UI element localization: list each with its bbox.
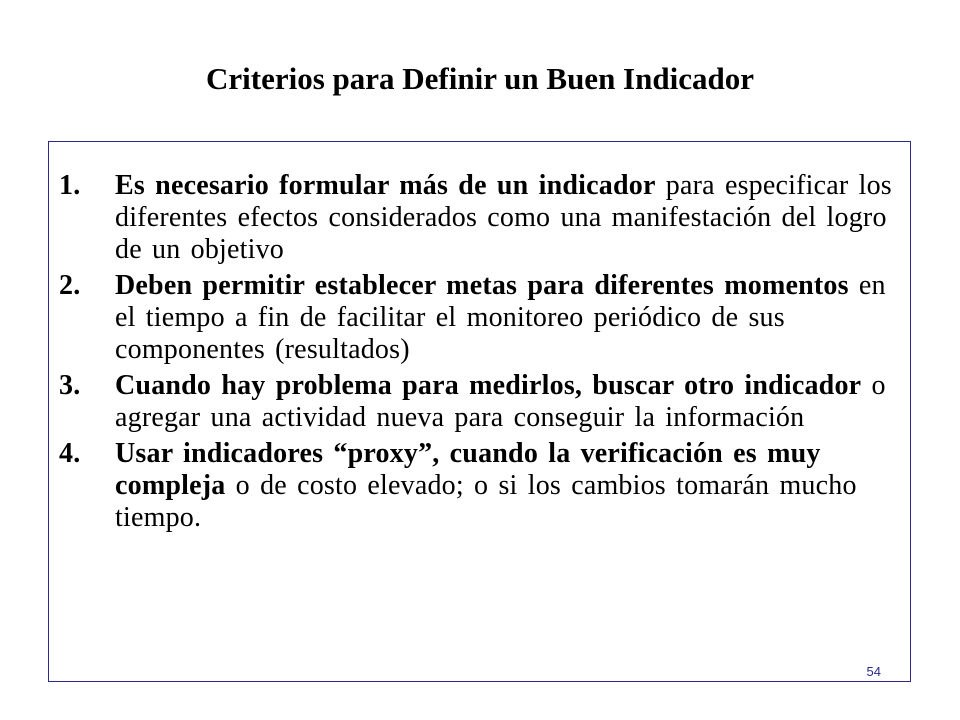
- item-rest-text: en el tiempo a fin de facilitar el monitoreo periódico de sus componentes (resultados): [115, 270, 886, 365]
- content-box: [48, 141, 911, 682]
- item-text: [115, 270, 905, 366]
- item-bold-text: Es necesario formular más de un indicador: [115, 170, 656, 201]
- item-text: [115, 170, 905, 266]
- item-bold-text: Usar indicadores “proxy”, cuando la verificación es muy compleja: [115, 438, 821, 501]
- item-rest-text: para especificar los diferentes efectos considerados como una manifestación del logro de un objetivo: [115, 170, 892, 265]
- item-bold-text: Cuando hay problema para medirlos, buscar otro indicador: [115, 370, 862, 401]
- criteria-list: [49, 170, 912, 538]
- item-bold-text: Deben permitir establecer metas para diferentes momentos: [115, 270, 849, 301]
- criteria-item-4: [49, 438, 912, 534]
- item-rest-text: o agregar una actividad nueva para conseguir la información: [115, 370, 886, 433]
- criteria-item-3: [49, 370, 912, 434]
- item-number: 1.: [59, 170, 81, 201]
- item-text: [115, 370, 905, 434]
- slide-title: Criterios para Definir un Buen Indicador: [206, 60, 754, 96]
- criteria-item-2: [49, 270, 912, 366]
- item-rest-text: o de costo elevado; o si los cambios tomarán mucho tiempo.: [115, 470, 857, 533]
- criteria-item-1: [49, 170, 912, 266]
- page-number: 54: [866, 664, 881, 679]
- item-number: 4.: [59, 438, 81, 469]
- item-number: 3.: [59, 370, 81, 401]
- item-number: 2.: [59, 270, 81, 301]
- item-text: [115, 438, 905, 534]
